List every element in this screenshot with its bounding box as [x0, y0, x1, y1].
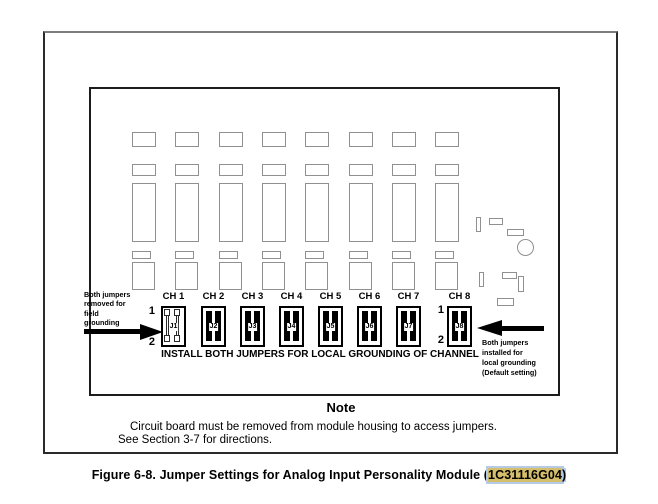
- channel: [349, 291, 390, 330]
- jumper-block: [279, 306, 304, 347]
- jumper-block: [357, 306, 382, 347]
- channel: [193, 291, 234, 330]
- pin1-label-ch8: 1: [437, 304, 444, 316]
- channel-label: CH 2: [202, 291, 225, 302]
- left-arrow-shaft: [84, 329, 141, 334]
- callout-line: local grounding: [482, 358, 536, 367]
- note-heading: Note: [326, 400, 356, 415]
- callout-line: grounding: [84, 317, 120, 327]
- channel-label: CH 8: [448, 291, 471, 302]
- channel: [439, 291, 480, 330]
- channel-label: CH 6: [358, 291, 381, 302]
- jumper-block: [201, 306, 226, 347]
- install-caption: INSTALL BOTH JUMPERS FOR LOCAL GROUNDING OF CHANNEL: [161, 349, 479, 360]
- caption-suffix: ): [562, 468, 567, 482]
- note-body: [118, 421, 538, 446]
- jumper-block: [240, 306, 265, 347]
- channel: [271, 291, 312, 330]
- pin1-label-ch1: 1: [148, 305, 155, 317]
- pin-bottom-square: [164, 335, 170, 342]
- figure-caption: [0, 468, 658, 482]
- channel: [232, 291, 273, 330]
- channel-label: CH 3: [241, 291, 264, 302]
- callout-line: field: [84, 308, 99, 318]
- channel: [310, 291, 351, 330]
- caption-highlight: 1C31116G04: [488, 468, 563, 482]
- pin-top-square: [164, 309, 170, 316]
- note-line: Circuit board must be removed from module housing to access jumpers.: [130, 421, 497, 433]
- right-arrow-icon: [477, 320, 502, 336]
- callout-line: (Default setting): [482, 368, 537, 377]
- caption-prefix: Figure 6-8. Jumper Settings for Analog Input Personality Module (: [91, 468, 489, 482]
- callout-line: removed for: [84, 299, 126, 309]
- channel: [153, 291, 194, 330]
- channel-label: CH 1: [162, 291, 185, 302]
- channel-label: CH 5: [319, 291, 342, 302]
- jumper-label: J8: [455, 322, 464, 330]
- pin2-label-ch1: 2: [148, 336, 155, 348]
- callout-line: installed for: [482, 348, 523, 357]
- jumper-block: [161, 306, 186, 347]
- channel: [388, 291, 429, 330]
- pin2-label-ch8: 2: [437, 334, 444, 346]
- channel-label: CH 7: [397, 291, 420, 302]
- pin-top-square: [174, 309, 180, 316]
- jumper-label: J4: [287, 322, 296, 330]
- jumper-label: J5: [326, 322, 335, 330]
- pin-bottom-square: [174, 335, 180, 342]
- note-line: See Section 3-7 for directions.: [118, 433, 273, 446]
- channel-label: CH 4: [280, 291, 303, 302]
- jumper-block: [447, 306, 472, 347]
- jumper-label: J2: [209, 322, 218, 330]
- right-arrow-shaft: [501, 326, 544, 331]
- jumper-label: J7: [404, 322, 413, 330]
- jumper-label: J6: [365, 322, 374, 330]
- callout-line: Both jumpers: [482, 338, 529, 347]
- jumper-label: J1: [169, 322, 178, 330]
- jumper-block: [396, 306, 421, 347]
- jumper-label: J3: [248, 322, 257, 330]
- callout-line: Both jumpers: [84, 290, 131, 299]
- jumper-block: [318, 306, 343, 347]
